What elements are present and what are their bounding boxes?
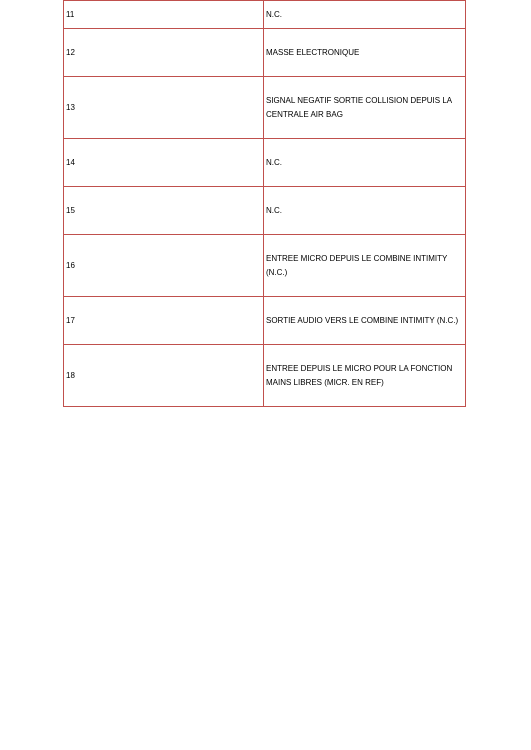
table-row: [64, 139, 466, 187]
table-row: [64, 187, 466, 235]
table-row: [64, 1, 466, 29]
pin-description-cell: SIGNAL NEGATIF SORTIE COLLISION DEPUIS LA CENTRALE AIR BAG: [264, 77, 466, 139]
pin-description-cell: MASSE ELECTRONIQUE: [264, 29, 466, 77]
pin-description-cell: N.C.: [264, 139, 466, 187]
pin-number-cell: 18: [64, 345, 264, 407]
pin-number-cell: 15: [64, 187, 264, 235]
pin-description-cell: N.C.: [264, 187, 466, 235]
pin-number-cell: 13: [64, 77, 264, 139]
pin-number-cell: 16: [64, 235, 264, 297]
table-row: [64, 297, 466, 345]
table-row: [64, 345, 466, 407]
pin-number-cell: 14: [64, 139, 264, 187]
pin-table: [63, 0, 466, 407]
pin-number-cell: 12: [64, 29, 264, 77]
pin-description-cell: ENTREE DEPUIS LE MICRO POUR LA FONCTION MAINS LIBRES (MICR. EN REF): [264, 345, 466, 407]
pin-number-cell: 11: [64, 1, 264, 29]
table-row: [64, 235, 466, 297]
table-row: [64, 29, 466, 77]
table-row: [64, 77, 466, 139]
pin-description-cell: N.C.: [264, 1, 466, 29]
pin-description-cell: ENTREE MICRO DEPUIS LE COMBINE INTIMITY (N.C.): [264, 235, 466, 297]
pin-number-cell: 17: [64, 297, 264, 345]
pin-description-cell: SORTIE AUDIO VERS LE COMBINE INTIMITY (N.C.): [264, 297, 466, 345]
